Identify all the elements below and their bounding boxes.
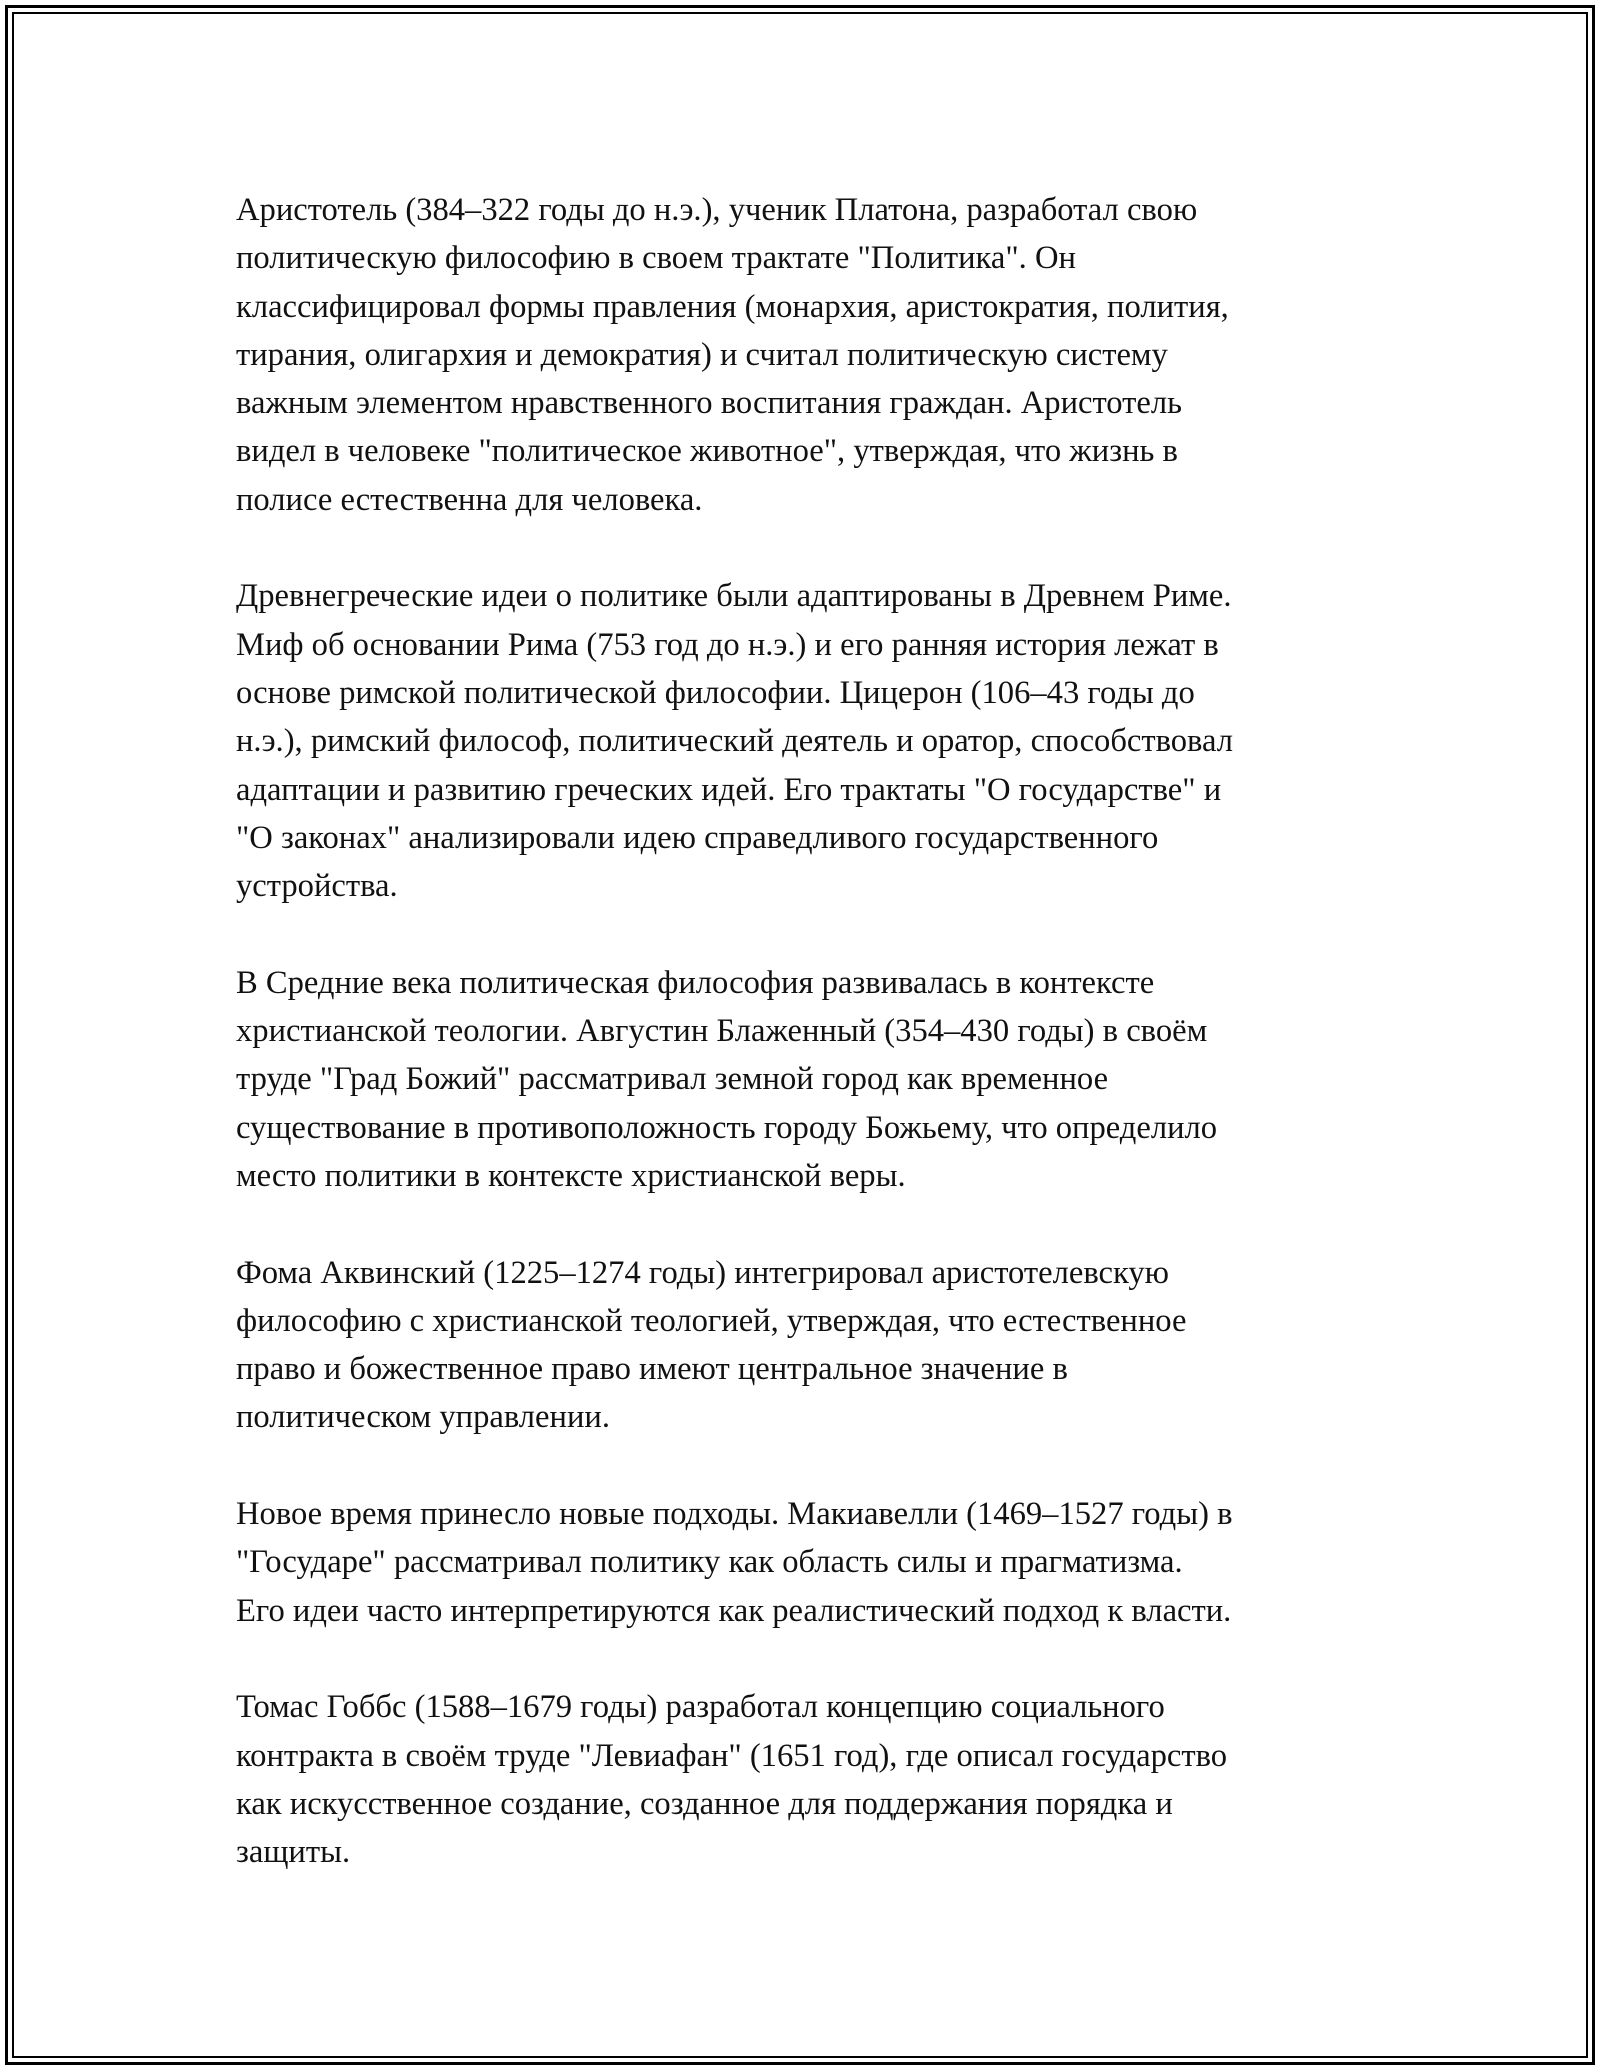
- paragraph-hobbes: Томас Гоббс (1588–1679 годы) разработал концепцию социального контракта в своём труде "Левиафан" (1651 год), где описал государство как искусственное создание, созданное для поддержания порядка и защиты.: [236, 1689, 1228, 1871]
- paragraph-thomas-aquinas: Фома Аквинский (1225–1274 годы) интегрировал аристотелевскую философию с христианской теологией, утверждая, что естественное право и божественное право имеют центральное значение в политическом управлении.: [236, 1254, 1187, 1436]
- paragraph-machiavelli: Новое время принесло новые подходы. Макиавелли (1469–1527 годы) в "Государе" рассматривал политику как область силы и прагматизма. Его идеи часто интерпретируются как реалистический подход к власти.: [236, 1496, 1233, 1629]
- paragraph-middle-ages: В Средние века политическая философия развивалась в контексте христианской теологии. Августин Блаженный (354–430 годы) в своём труде "Град Божий" рассматривал земной город как временное существование в противоположность городу Божьему, что определило место политики в контексте христианской веры.: [236, 964, 1218, 1194]
- paragraph-ancient-rome: Древнегреческие идеи о политике были адаптированы в Древнем Риме. Миф об основании Рима (753 год до н.э.) и его ранняя история лежат в основе римской политической философии. Цицерон (106–43 годы до н.э.), римский философ, политический деятель и оратор, способствовал адаптации и развитию греческих идей. Его трактаты "О государстве" и "О законах" анализировали идею справедливого государственного устройства.: [236, 578, 1233, 905]
- document-body: [236, 186, 1376, 1925]
- paragraph-aristotle: Аристотель (384–322 годы до н.э.), ученик Платона, разработал свою политическую философию в своем трактате "Политика". Он классифицировал формы правления (монархия, аристократия, полития, тирания, олигархия и демократия) и считал политическую систему важным элементом нравственного воспитания граждан. Аристотель видел в человеке "политическое животное", утверждая, что жизнь в полисе естественна для человека.: [236, 192, 1229, 518]
